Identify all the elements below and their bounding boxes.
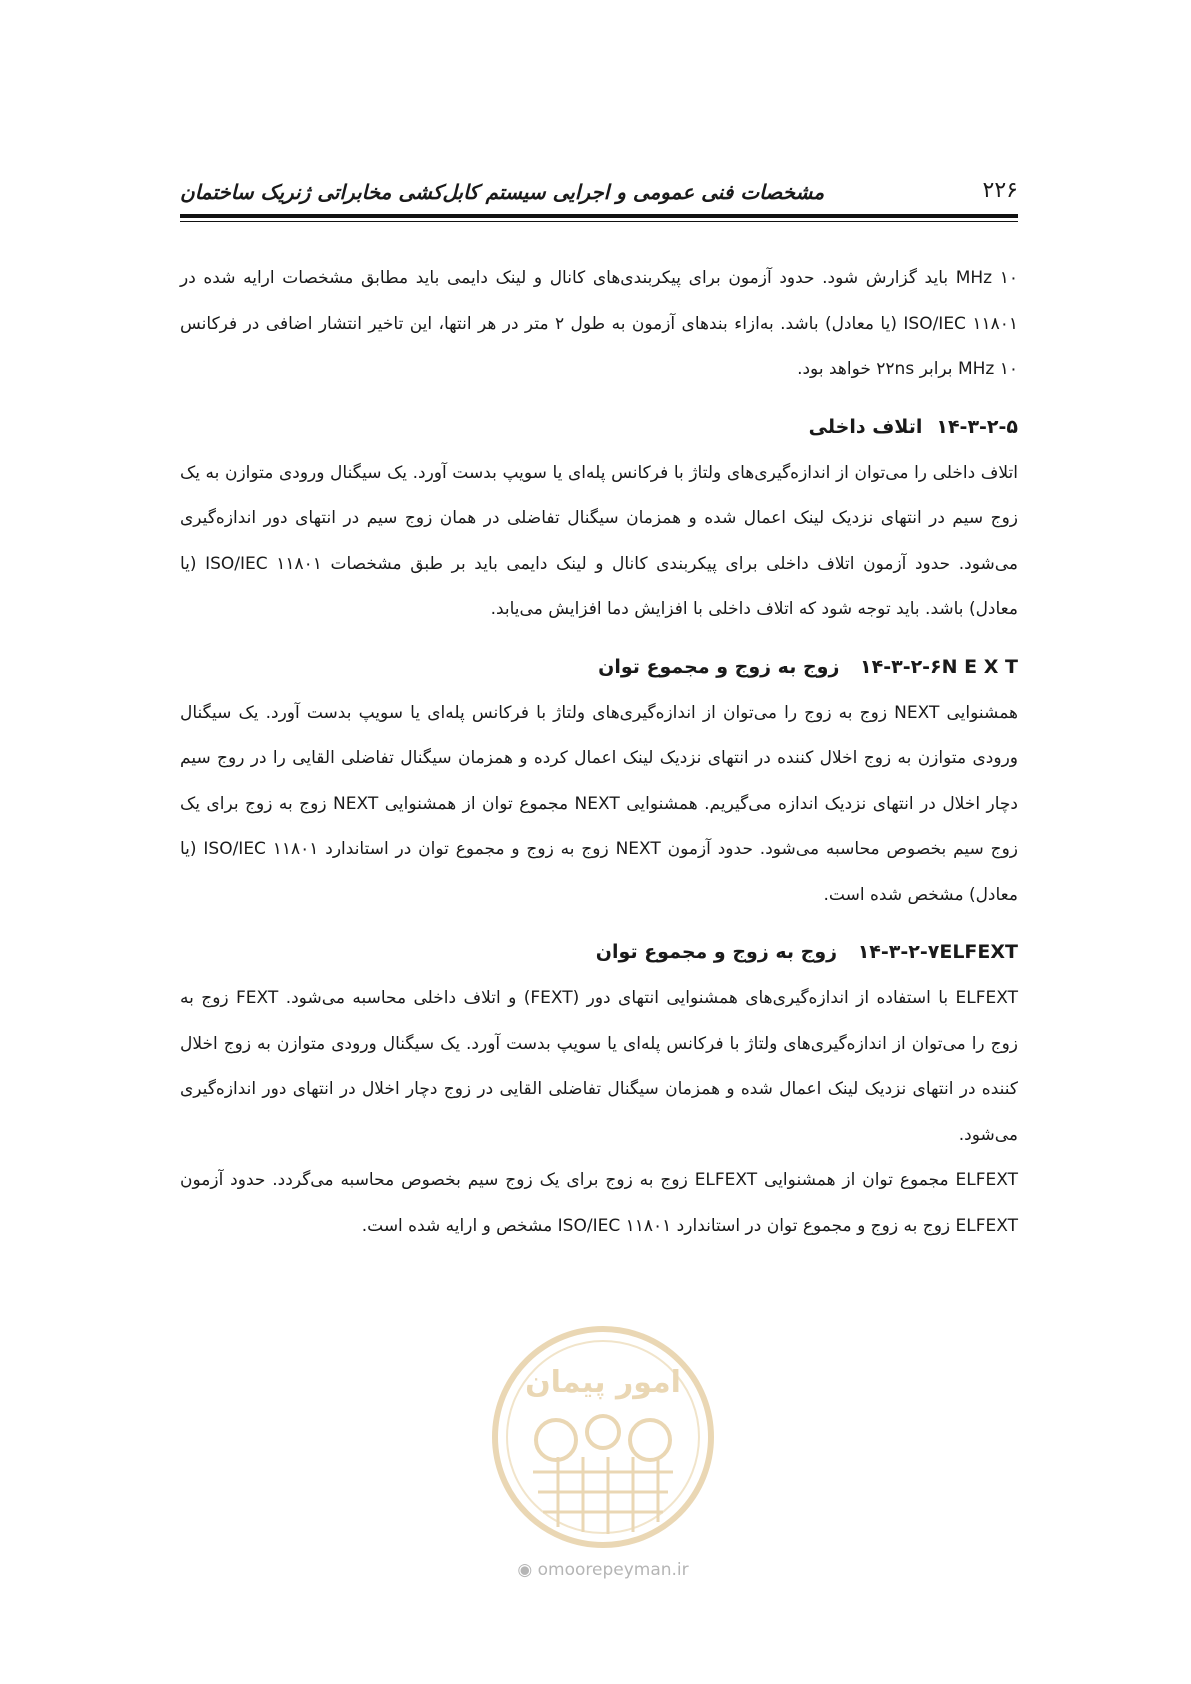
paragraph-elfext-1: ELFEXT با استفاده از اندازه‌گیری‌های همشنوایی انتهای دور (FEXT) و اتلاف داخلی محاسبه می‌شود. FEXT زوج به زوج را می‌توان از اندازه‌گیری‌های ولتاژ با فرکانس پله‌ای یا سویپ بدست آورد. یک سیگنال ورودی متوازن به زوج اخلال کننده در انتهای نزدیک لینک اعمال شده و همزمان سیگنال تفاضلی القایی در زوج دچار اخلال در انتهای دور اندازه‌گیری می‌شود. <box>180 988 1019 1145</box>
watermark-logo-text: امور پیمان <box>525 1365 681 1400</box>
section-number: ۱۴-۳-۲-۶ <box>860 655 942 678</box>
page-number: ۲۲۶ <box>982 178 1018 203</box>
header-rule-thick <box>180 214 1018 218</box>
header-rule-thin <box>180 221 1018 222</box>
paragraph-insertion-loss: اتلاف داخلی را می‌توان از اندازه‌گیری‌های ولتاژ با فرکانس پله‌ای یا سویپ بدست آورد. یک سیگنال ورودی متوازن به یک زوج سیم در انتهای نزدیک لینک اعمال شده و همزمان سیگنال تفاضلی در همان زوج سیم در انتهای دور اندازه‌گیری می‌شود. حدود آزمون اتلاف داخلی برای پیکربندی کانال و لینک دایمی باید بر طبق مشخصات ۱۱۸۰۱ ISO/IEC (یا معادل) باشد. باید توجه شود که اتلاف داخلی با افزایش دما افزایش می‌یابد. <box>180 462 1019 619</box>
section-heading-5 <box>180 403 1018 451</box>
running-title: مشخصات فنی عمومی و اجرایی سیستم کابل‌کشی مخابراتی ژنریک ساختمان <box>180 180 825 204</box>
watermark-url <box>488 1560 718 1580</box>
section-title: N E X T زوج به زوج و مجموع توان <box>598 655 1018 678</box>
section-number: ۱۴-۳-۲-۷ <box>857 941 940 963</box>
globe-icon: ◉ <box>517 1560 533 1580</box>
watermark-logo <box>488 1322 718 1552</box>
section-heading-7 <box>180 928 1018 976</box>
paragraph-intro: ۱۰ MHz باید گزارش شود. حدود آزمون برای پیکربندی‌های کانال و لینک دایمی باید مطابق مشخصات ارایه شده در ۱۱۸۰۱ ISO/IEC (یا معادل) باشد. به‌ازاء بندهای آزمون به طول ۲ متر در هر انتها، این تاخیر انتشار اضافی در فرکانس ۱۰ MHz برابر ۲۲ns خواهد بود. <box>180 268 1019 379</box>
page-body <box>180 256 1018 1249</box>
watermark-url-text: omoorepeyman.ir <box>537 1560 689 1580</box>
paragraph-next: همشنوایی NEXT زوج به زوج را می‌توان از اندازه‌گیری‌های ولتاژ با فرکانس پله‌ای یا سویپ بدست آورد. یک سیگنال ورودی متوازن به زوج اخلال کننده در انتهای نزدیک لینک اعمال کرده و همزمان سیگنال تفاضلی القایی را در روج سیم دچار اخلال در انتهای نزدیک اندازه می‌گیریم. همشنوایی NEXT مجموع توان از همشنوایی NEXT زوج به زوج برای یک زوج سیم بخصوص محاسبه می‌شود. حدود آزمون NEXT زوج به زوج و مجموع توان در استاندارد ۱۱۸۰۱ ISO/IEC (یا معادل) مشخص شده است. <box>180 702 1019 905</box>
section-heading-6 <box>180 643 1018 691</box>
section-title: ELFEXT زوج به زوج و مجموع توان <box>595 941 1018 963</box>
section-title: اتلاف داخلی <box>808 415 923 438</box>
paragraph-elfext-2: ELFEXT مجموع توان از همشنوایی ELFEXT زوج به زوج برای یک زوج سیم بخصوص محاسبه می‌گردد. حدود آزمون ELFEXT زوج به زوج و مجموع توان در استاندارد ۱۱۸۰۱ ISO/IEC مشخص و ارایه شده است. <box>180 1170 1018 1236</box>
section-number: ۱۴-۳-۲-۵ <box>936 415 1018 438</box>
